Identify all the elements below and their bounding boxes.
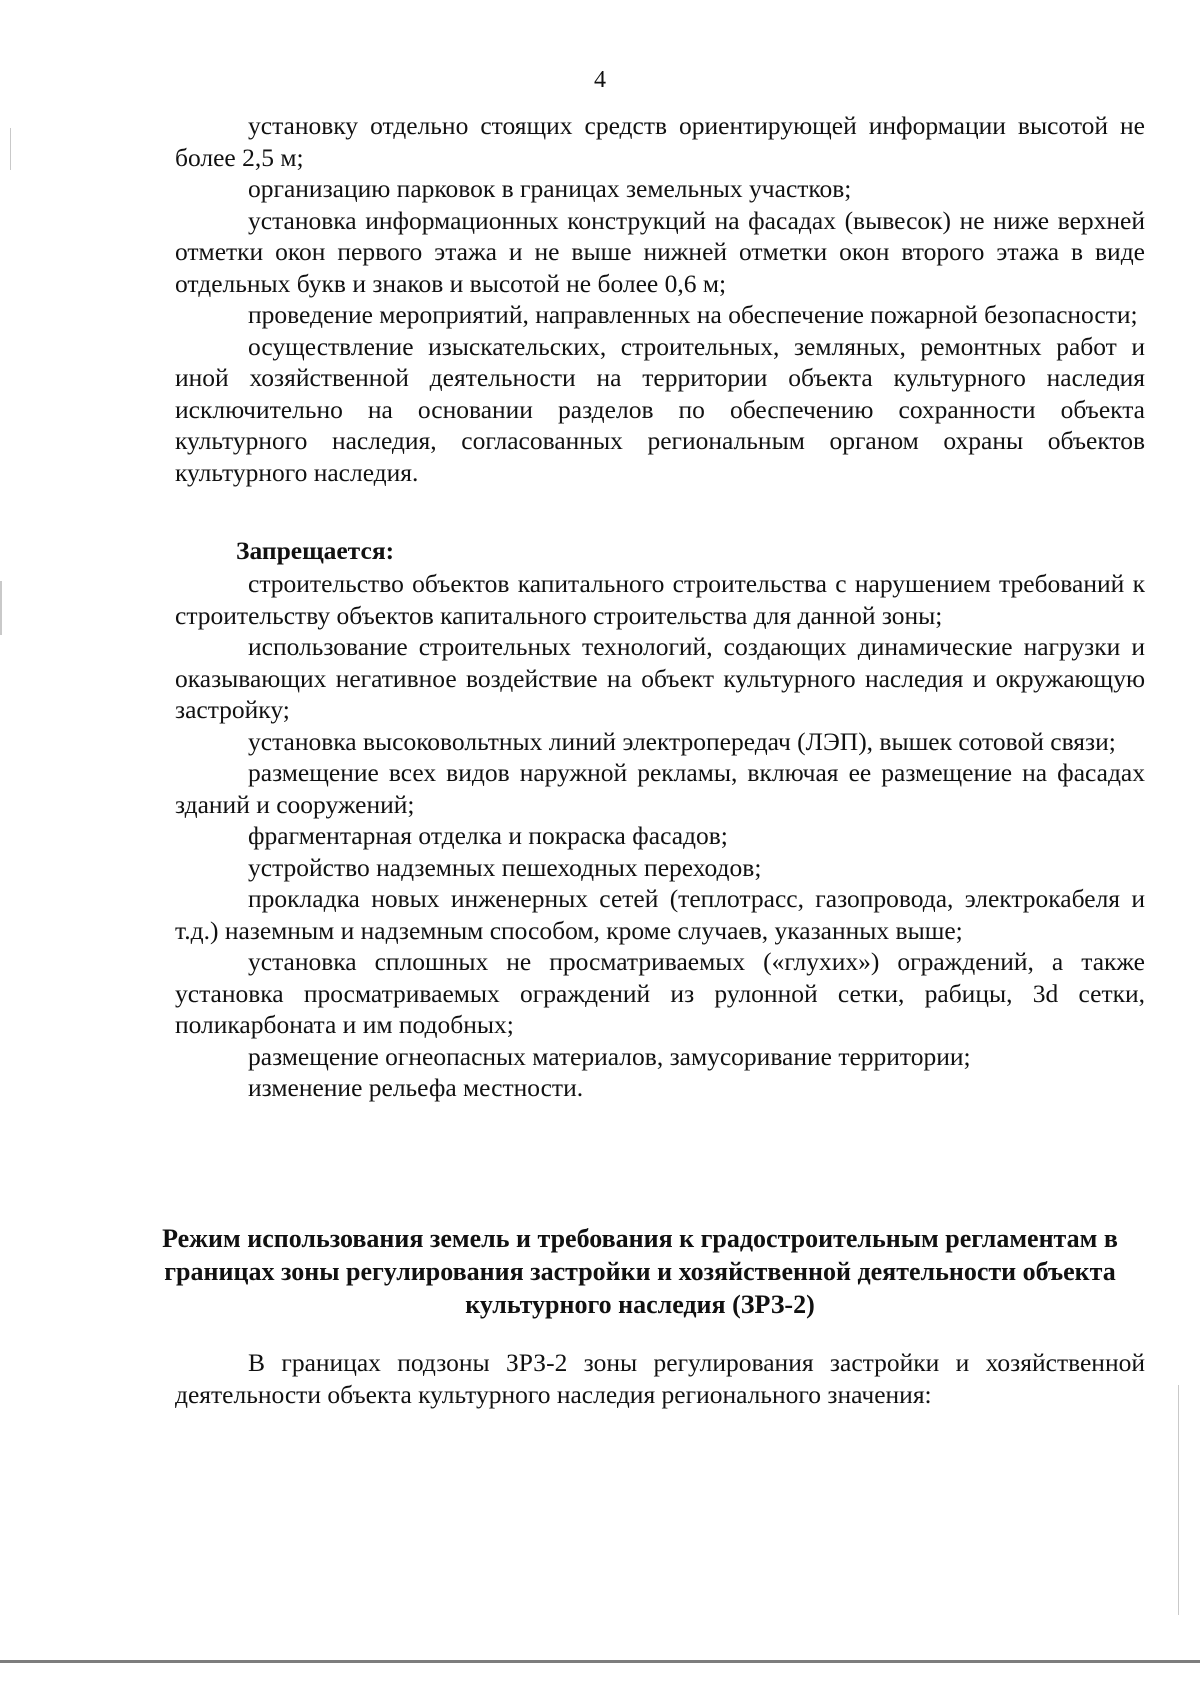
scan-artifact-bottom-line [0, 1660, 1200, 1663]
prohibited-list [175, 568, 1145, 1104]
prohibited-item: установка высоковольтных линий электропередач (ЛЭП), вышек сотовой связи; [248, 726, 1116, 756]
prohibited-heading: Запрещается: [236, 536, 395, 565]
prohibited-item: размещение всех видов наружной рекламы, включая ее размещение на фасадах зданий и сооружений; [175, 758, 1145, 819]
permitted-item: организацию парковок в границах земельных участков; [248, 174, 852, 203]
page-number: 4 [594, 67, 606, 93]
permitted-item: установка информационных конструкций на фасадах (вывесок) не ниже верхней отметки окон первого этажа и не выше нижней отметки окон второго этажа в виде отдельных букв и знаков и высотой не более 0,6 м; [175, 205, 1145, 298]
prohibited-item: фрагментарная отделка и покраска фасадов; [248, 821, 728, 850]
prohibited-item: установка сплошных не просматриваемых («глухих») ограждений, а также установка просматриваемых ограждений из рулонной сетки, рабицы, 3d сетки, поликарбоната и им подобных; [175, 947, 1145, 1039]
scan-artifact-left-mark [0, 581, 2, 635]
prohibited-item: размещение огнеопасных материалов, замусоривание территории; [248, 1041, 971, 1071]
scan-artifact-right-mark [1178, 1385, 1179, 1615]
permitted-item: проведение мероприятий, направленных на обеспечение пожарной безопасности; [248, 300, 1138, 329]
prohibited-item: устройство надземных пешеходных переходов; [248, 852, 762, 882]
section-title: Режим использования земель и требования к градостроительным регламентам в границах зоны регулирования застройки и хозяйственной деятельности объекта культурного наследия (ЗРЗ-2) [162, 1224, 1118, 1319]
permitted-item: установку отдельно стоящих средств ориентирующей информации высотой не более 2,5 м; [175, 111, 1145, 172]
prohibited-item: прокладка новых инженерных сетей (теплотрасс, газопровода, электрокабеля и т.д.) наземным и надземным способом, кроме случаев, указанных выше; [175, 884, 1145, 945]
section-intro-block [175, 1347, 1145, 1410]
scan-artifact-left-mark [10, 128, 11, 170]
prohibited-item: использование строительных технологий, создающих динамические нагрузки и оказывающих негативное воздействие на объект культурного наследия и окружающую застройку; [175, 632, 1145, 724]
section-intro: В границах подзоны ЗРЗ-2 зоны регулирования застройки и хозяйственной деятельности объекта культурного наследия регионального значения: [175, 1348, 1145, 1409]
permitted-list [175, 110, 1145, 488]
prohibited-item: строительство объектов капитального строительства с нарушением требований к строительству объектов капитального строительства для данной зоны; [175, 569, 1145, 630]
permitted-item: осуществление изыскательских, строительных, земляных, ремонтных работ и иной хозяйственной деятельности на территории объекта культурного наследия исключительно на основании разделов по обеспечению сохранности объекта культурного наследия, согласованных региональным органом охраны объектов культурного наследия. [175, 331, 1145, 487]
prohibited-item: изменение рельефа местности. [248, 1073, 584, 1102]
